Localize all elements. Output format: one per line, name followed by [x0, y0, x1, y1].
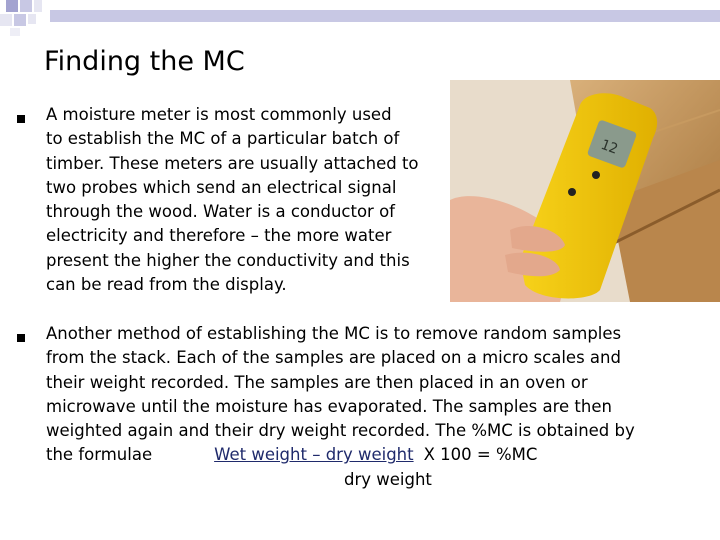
formula-lead: the formulae	[46, 445, 153, 465]
bullet-text-moisture-meter: A moisture meter is most commonly used to establish the MC of a particular batch of timber. These meters are usually attached to two probes which send an electrical signal through the wood. Water is a conductor of electricity and therefore – the more water present the higher the conductivity and this can be read from the display.	[46, 105, 419, 295]
formula-line	[46, 443, 706, 467]
svg-text:12: 12	[598, 136, 620, 158]
header-decoration	[0, 0, 720, 40]
slide-title: Finding the MC	[44, 46, 245, 77]
bullet-marker-1	[17, 115, 25, 123]
formula-denominator-line	[46, 468, 706, 492]
formula-numerator: Wet weight – dry weight	[214, 445, 414, 465]
formula-denominator: dry weight	[344, 469, 432, 489]
bullet-marker-2	[17, 334, 25, 342]
bullet-text-oven-method: Another method of establishing the MC is to remove random samples from the stack. Each of the samples are placed on a micro scales and their weight recorded. The samples are then placed in an oven or microwave until the moisture has evaporated. The samples are then weighted again and their dry weight recorded. The %MC is obtained by the formulae Wet weight – dry weight X 100 = %MC dry weight	[46, 322, 706, 492]
formula-multiplier: X 100 = %MC	[423, 445, 538, 465]
moisture-meter-photo	[450, 80, 720, 302]
